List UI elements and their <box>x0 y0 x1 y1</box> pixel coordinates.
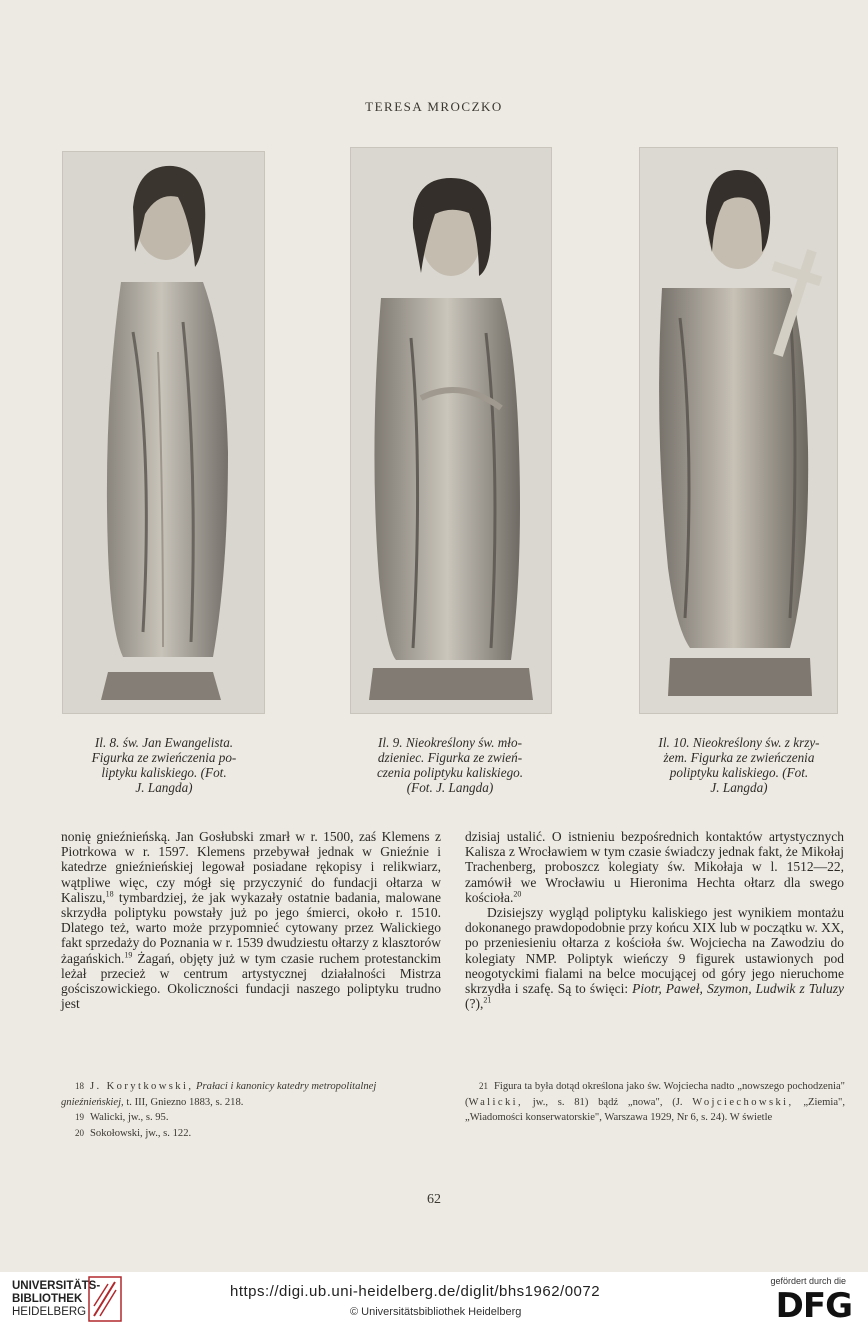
footnote-ref[interactable]: 21 <box>483 995 492 1005</box>
footnote: 19 Walicki, jw., s. 95. <box>75 1112 169 1124</box>
library-logo-text[interactable]: UNIVERSITÄTS- BIBLIOTHEK HEIDELBERG <box>12 1280 101 1318</box>
footnote: 20 Sokołowski, jw., s. 122. <box>75 1127 192 1139</box>
body-paragraph: nonię gnieźnieńską. Jan Gosłubski zmarł w r. 1500, zaś Klemens z Piotrkowa w r. 1597. Klemens przebywał jednak w Gnieźnie i katedrze gnieźnieńskiej legował posiadane rękopisy i relikwiarz, wątpliwe więc, czy mógł się przyczynić do fundacji ołtarza w Kaliszu,$^{18}$ tymbardziej, że jak wykazały ostatnie badania, malowane skrzydła poliptyku powstały już po jego śmierci, około r. 1510. Dlatego też, warto może przypomnieć cytowany przez Walickiego fakt sprzedaży do Poznania w r. 1539 dwudziestu ołtarzy z klasztorów żagańskich.$^{19}$ Żagań, objęty już w tym czasie ruchem protestanckim leżał przecież w centrum artystycznej działalności Mistrza gościszowickiego. Okoliczności fundacji naszego poliptyku trudno jest <box>61 829 441 1012</box>
footnote-ref[interactable]: 20 <box>513 889 522 899</box>
footnotes-left <box>61 1079 441 1141</box>
figure-8-photo <box>62 151 265 714</box>
statue-illustration <box>63 152 264 713</box>
figure-9-photo <box>350 147 552 714</box>
library-logo-icon <box>88 1276 122 1322</box>
body-paragraph: Dzisiejszy wygląd poliptyku kaliskiego jest wynikiem montażu dokonanego prawdopodobnie przy końcu XIX lub w początku w. XX, po przeniesieniu ołtarza z kościoła św. Wojciecha na Zawodziu do kolegiaty NMP. Poliptyk wieńczy 9 figurek ustawionych pod neogotyckimi fialami na belce mocującej od góry jego nieruchome skrzydła i szafę. Są to święci: Piotr, Paweł, Szymon, Ludwik z Tuluzy (?),$^{21}$ <box>465 905 845 1012</box>
statue-illustration <box>640 148 837 713</box>
page-url-link[interactable]: https://digi.ub.uni-heidelberg.de/diglit/bhs1962/0072 <box>230 1283 601 1300</box>
figure-10-caption: Il. 10. Nieokreślony św. z krzy- żem. Figurka ze zwieńczenia poliptyku kaliskiego. (Fot. J. Langda) <box>658 735 820 795</box>
body-left-column <box>61 829 441 1011</box>
copyright-notice: © Universitätsbibliothek Heidelberg <box>350 1306 522 1318</box>
statue-illustration <box>351 148 551 713</box>
body-paragraph: dzisiaj ustalić. O istnieniu bezpośrednich kontaktów artystycznych Kalisza z Wrocławiem w tym czasie świadczy jednak fakt, że Mikołaj Trachenberg, proboszcz kolegiaty św. Mikołaja w l. 1512—22, zamówił we Wrocławiu u Hieronima Hechta ołtarz dla swego kościoła.$^{20}$ <box>465 829 844 905</box>
running-title: TERESA MROCZKO <box>365 99 503 114</box>
dfg-logo[interactable]: DFG <box>775 1286 852 1326</box>
funding-note: gefördert durch die <box>770 1276 846 1286</box>
footnote: 21 Figura ta była dotąd określona jako św. Wojciecha nadto „nowszego pochodzenia" (Walicki, jw., s. 81) bądź „nowa", (J. Wojciechowski, „Ziemia", „Wiadomości konserwatorskie", Warszawa 1929, Nr 6, s. 24). W świetle <box>465 1081 845 1124</box>
figure-9-caption: Il. 9. Nieokreślony św. mło- dzieniec. Figurka ze zwień- czenia poliptyku kaliskiego. (Fot. J. Langda) <box>376 735 524 795</box>
viewer-footer <box>0 1272 868 1329</box>
footnote: 18 J. Korytkowski, Prałaci i kanonicy katedry metropolitalnej gnieźnieńskiej, t. III, Gniezno 1883, s. 218. <box>61 1081 377 1108</box>
footnotes-right <box>465 1079 845 1126</box>
body-right-column <box>465 829 844 1011</box>
footnote-ref[interactable]: 18 <box>105 889 114 899</box>
page-number: 62 <box>427 1192 441 1207</box>
figure-10-photo <box>639 147 838 714</box>
footnote-ref[interactable]: 19 <box>124 950 133 960</box>
figure-8-caption: Il. 8. św. Jan Ewangelista. Figurka ze zwieńczenia po- liptyku kaliskiego. (Fot. J. Langda) <box>91 735 237 795</box>
